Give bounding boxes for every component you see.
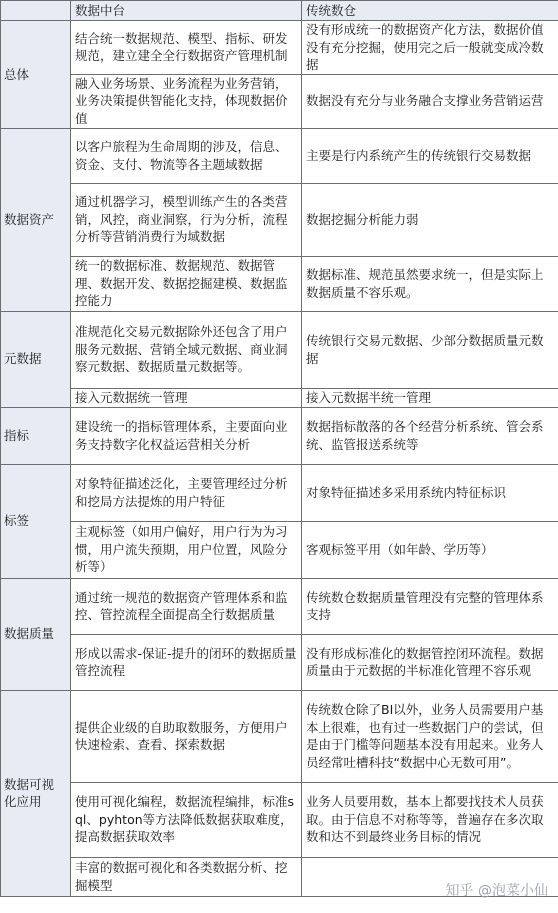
- middle-platform-cell: 提供企业级的自助取数服务，方便用户快速检索、查看、探索数据: [71, 690, 302, 782]
- category-cell-data-assets: 数据资产: [1, 128, 71, 311]
- header-row: [1, 1, 558, 21]
- middle-platform-cell: 对象特征描述泛化，主要管理经过分析和挖局方法提炼的用户特征: [71, 464, 302, 521]
- middle-platform-cell: 形成以需求-保证-提升的闭环的数据质量管控流程: [71, 634, 302, 690]
- table-row: [1, 634, 558, 690]
- middle-platform-cell: 以客户旅程为生命周期的涉及，信息、资金、支付、物流等各主题域数据: [71, 128, 302, 183]
- table-row: [1, 311, 558, 388]
- category-cell-tags: 标签: [1, 464, 71, 578]
- category-cell-overall: 总体: [1, 21, 71, 129]
- traditional-cell: 传统数仓数据质量管理没有完整的管理体系支持: [302, 578, 558, 634]
- header-data-middle-platform: 数据中台: [71, 1, 302, 21]
- table-row: [1, 256, 558, 311]
- traditional-cell: 接入元数据半统一管理: [302, 388, 558, 407]
- middle-platform-cell: 使用可视化编程，数据流程编排，标准sql、pyhton等方法降低数据获取难度，提高数据获取效率: [71, 782, 302, 857]
- traditional-cell: 数据标准、规范虽然要求统一，但是实际上数据质量不容乐观。: [302, 256, 558, 311]
- table-row: [1, 578, 558, 634]
- middle-platform-cell: 融入业务场景、业务流程为业务营销，业务决策提供智能化支持，体现数据价值: [71, 74, 302, 128]
- middle-platform-cell: 通过统一规范的数据资产管理体系和监控、管控流程全面提高全行数据质量: [71, 578, 302, 634]
- table-row: [1, 690, 558, 782]
- traditional-cell: 客观标签平用（如年龄、学历等）: [302, 521, 558, 578]
- category-cell-metadata: 元数据: [1, 311, 71, 407]
- traditional-cell: 传统数仓除了BI以外，业务人员需要用户基本上很难，也有过一些数据门户的尝试，但是由于门槛等问题基本没有用起来。业务人员经常吐槽科技“数据中心无数可用”。: [302, 690, 558, 782]
- middle-platform-cell: 建设统一的指标管理体系，主要面向业务支持数字化权益运营相关分析: [71, 407, 302, 464]
- table-row: [1, 782, 558, 857]
- traditional-cell: 数据没有充分与业务融合支撑业务营销运营: [302, 74, 558, 128]
- traditional-cell: 数据挖掘分析能力弱: [302, 183, 558, 256]
- traditional-cell: 没有形成标准化的数据管控闭环流程。数据质量由于元数据的半标准化管理不容乐观: [302, 634, 558, 690]
- category-cell-data-quality: 数据质量: [1, 578, 71, 690]
- watermark: 知乎 @泡菜小仙: [445, 883, 548, 899]
- table-row: [1, 183, 558, 256]
- table-row: [1, 128, 558, 183]
- header-category-cell: [1, 1, 71, 21]
- middle-platform-cell: 接入元数据统一管理: [71, 388, 302, 407]
- table-row: [1, 464, 558, 521]
- middle-platform-cell: 通过机器学习，模型训练产生的各类营销，风控，商业洞察，行为分析，流程分析等营销消费行为域数据: [71, 183, 302, 256]
- middle-platform-cell: 主观标签（如用户偏好，用户行为为习惯，用户流失预期，用户位置，风险分析等）: [71, 521, 302, 578]
- table-row: [1, 407, 558, 464]
- traditional-cell: 没有形成统一的数据资产化方法，数据价值没有充分挖掘，使用完之后一般就变成冷数据: [302, 21, 558, 75]
- category-cell-metrics: 指标: [1, 407, 71, 464]
- table-row: [1, 74, 558, 128]
- table-row: [1, 21, 558, 75]
- middle-platform-cell: 结合统一数据规范、模型、指标、研发规范，建立建全全行数据资产管理机制: [71, 21, 302, 75]
- middle-platform-cell: 统一的数据标准、数据规范、数据管理、数据开发、数据挖掘建模、数据监控能力: [71, 256, 302, 311]
- traditional-cell: 业务人员要用数，基本上都要找技术人员获取。由于信息不对称等等，普遍存在多次取数和达不到最终业务目标的情况: [302, 782, 558, 857]
- traditional-cell: 主要是行内系统产生的传统银行交易数据: [302, 128, 558, 183]
- traditional-cell: 对象特征描述多采用系统内特征标识: [302, 464, 558, 521]
- table-row: [1, 388, 558, 407]
- traditional-cell: 数据指标散落的各个经营分析系统、管会系统、监管报送系统等: [302, 407, 558, 464]
- middle-platform-cell: 丰富的数据可视化和各类数据分析、挖掘模型: [71, 857, 302, 896]
- table-row: [1, 521, 558, 578]
- header-traditional-warehouse: 传统数仓: [302, 1, 558, 21]
- middle-platform-cell: 准规范化交易元数据除外还包含了用户服务元数据、营销全域元数据、商业洞察元数据、数据质量元数据等。: [71, 311, 302, 388]
- category-cell-visualization: 数据可视化应用: [1, 690, 71, 896]
- traditional-cell: 传统银行交易元数据、少部分数据质量元数据: [302, 311, 558, 388]
